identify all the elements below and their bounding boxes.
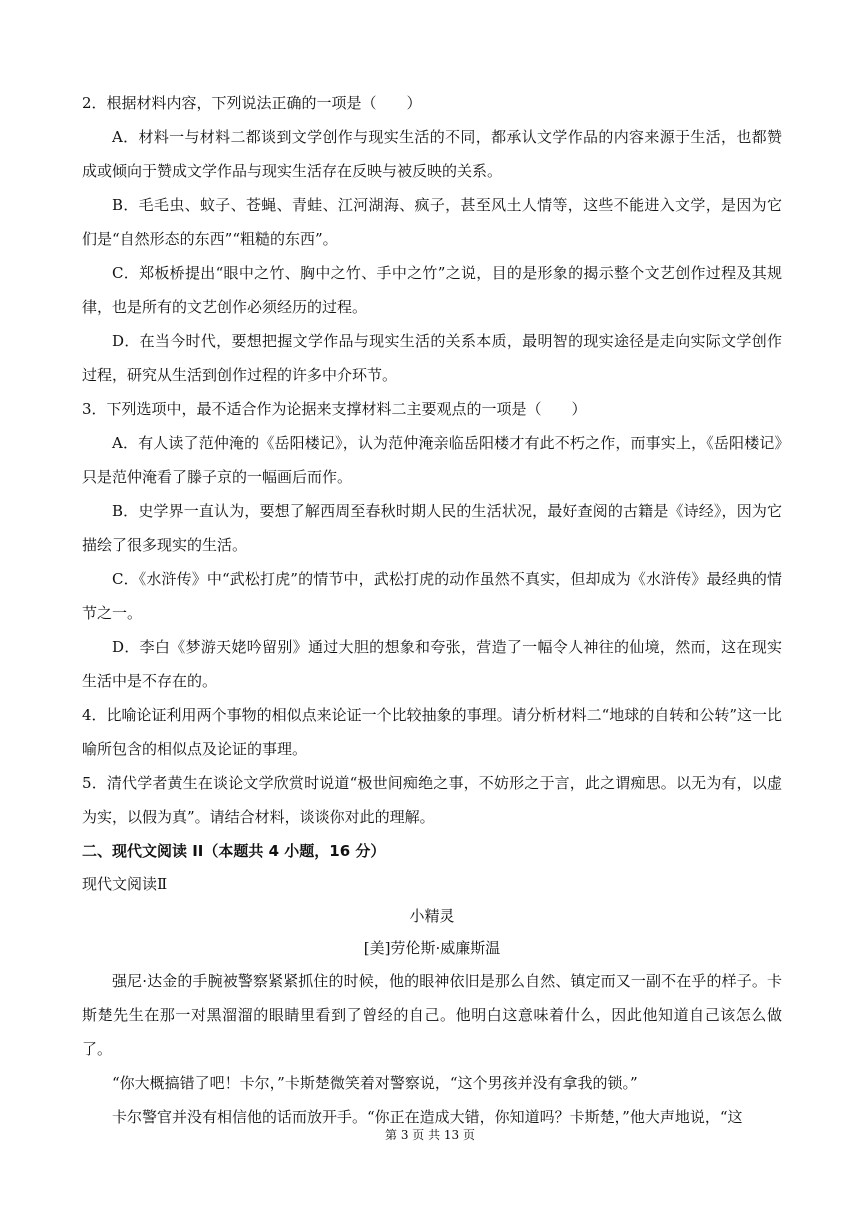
question-3-option-c: C．《水浒传》中“武松打虎”的情节中，武松打虎的动作虽然不真实，但却成为《水浒传》最经典的情节之一。	[82, 570, 782, 622]
story-paragraph: 卡尔警官并没有相信他的话而放开手。“你正在造成大错，你知道吗？卡斯楚，”他大声地说，“这	[112, 1108, 743, 1126]
section-2-title: 二、现代文阅读 II（本题共 4 小题，16 分）	[82, 842, 386, 860]
question-5: 5．清代学者黄生在谈论文学欣赏时说道“极世间痴绝之事，不妨形之于言，此之谓痴思。以无为有，以虚为实，以假为真”。请结合材料，谈谈你对此的理解。	[82, 774, 782, 826]
question-3-option-b: B．史学界一直认为，要想了解西周至春秋时期人民的生活状况，最好查阅的古籍是《诗经》，因为它描绘了很多现实的生活。	[82, 502, 782, 554]
question-2-stem: 2．根据材料内容，下列说法正确的一项是（ ）	[82, 94, 422, 112]
section-2-subtitle: 现代文阅读Ⅱ	[82, 875, 168, 893]
question-2-option-a: A．材料一与材料二都谈到文学创作与现实生活的不同，都承认文学作品的内容来源于生活，也都赞成或倾向于赞成文学作品与现实生活存在反映与被反映的关系。	[82, 128, 782, 180]
story-author: [美]劳伦斯·威廉斯温	[363, 939, 501, 957]
page-content	[82, 86, 782, 1134]
question-3-option-d: D．李白《梦游天姥吟留别》通过大胆的想象和夸张，营造了一幅令人神往的仙境，然而，这在现实生活中是不存在的。	[82, 638, 782, 690]
question-3-option-a: A．有人读了范仲淹的《岳阳楼记》，认为范仲淹亲临岳阳楼才有此不朽之作，而事实上，《岳阳楼记》只是范仲淹看了滕子京的一幅画后而作。	[82, 434, 782, 486]
story-paragraph: 强尼·达金的手腕被警察紧紧抓住的时候，他的眼神依旧是那么自然、镇定而又一副不在乎的样子。卡斯楚先生在那一对黑溜溜的眼睛里看到了曾经的自己。他明白这意味着什么，因此他知道自己该怎么做了。	[82, 972, 782, 1058]
question-2-option-b: B．毛毛虫、蚊子、苍蝇、青蛙、江河湖海、疯子，甚至风土人情等，这些不能进入文学，是因为它们是“自然形态的东西”“粗糙的东西”。	[82, 196, 782, 248]
question-3-stem: 3．下列选项中，最不适合作为论据来支撑材料二主要观点的一项是（ ）	[82, 400, 587, 418]
question-2-option-c: C．郑板桥提出“眼中之竹、胸中之竹、手中之竹”之说，目的是形象的揭示整个文艺创作过程及其规律，也是所有的文艺创作必须经历的过程。	[82, 264, 782, 316]
story-paragraph: “你大概搞错了吧！卡尔，”卡斯楚微笑着对警察说，“这个男孩并没有拿我的锁。”	[112, 1074, 638, 1092]
story-title: 小精灵	[409, 907, 455, 925]
question-4: 4．比喻论证利用两个事物的相似点来论证一个比较抽象的事理。请分析材料二“地球的自转和公转”这一比喻所包含的相似点及论证的事理。	[82, 706, 782, 758]
question-2-option-d: D．在当今时代，要想把握文学作品与现实生活的关系本质，最明智的现实途径是走向实际文学创作过程，研究从生活到创作过程的许多中介环节。	[82, 332, 782, 384]
page-number-footer: 第 3 页 共 13 页	[385, 1128, 475, 1142]
